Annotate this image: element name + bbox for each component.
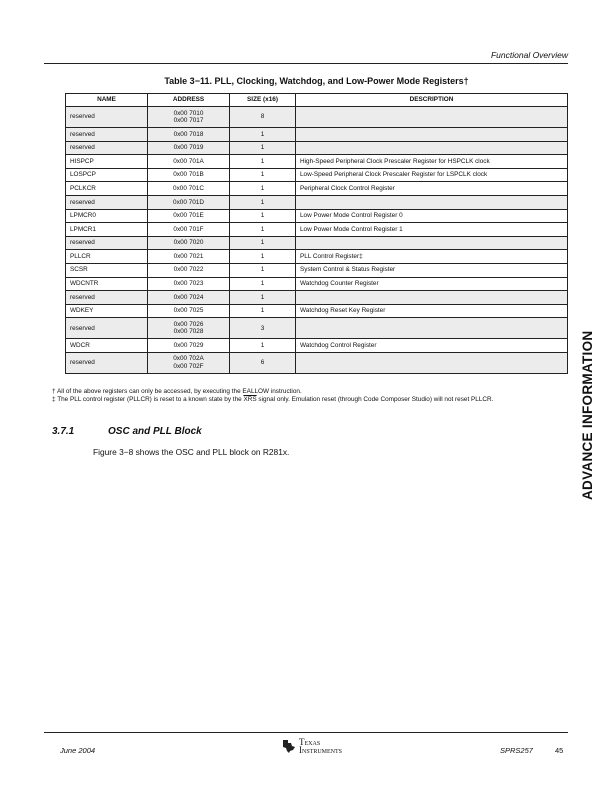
cell-address	[148, 155, 230, 169]
cell-name: SCSR	[66, 263, 148, 277]
page-number: 45	[555, 746, 564, 755]
cell-size: 1	[230, 236, 296, 250]
cell-name: reserved	[66, 318, 148, 339]
texas-state-icon	[282, 739, 296, 753]
address-start: 0x00 701C	[173, 184, 204, 192]
ti-logo	[282, 738, 342, 754]
cell-name: reserved	[66, 107, 148, 128]
address-start: 0x00 701F	[173, 225, 204, 233]
table-row	[66, 339, 568, 353]
cell-size: 1	[230, 155, 296, 169]
cell-name: reserved	[66, 141, 148, 155]
footnote-1: † All of the above registers can only be accessed, by executing the EALLOW instruction.	[52, 388, 302, 395]
address-start: 0x00 701B	[173, 171, 204, 179]
column-header: NAME	[66, 94, 148, 107]
cell-name: reserved	[66, 236, 148, 250]
footnote-2-text-a: ‡ The PLL control register (PLLCR) is reset to a known state by the	[52, 396, 242, 403]
table-row	[66, 195, 568, 209]
cell-size: 1	[230, 168, 296, 182]
cell-desc	[296, 318, 568, 339]
running-header: Functional Overview	[490, 50, 568, 60]
cell-size: 1	[230, 339, 296, 353]
address-start: 0x00 7018	[173, 130, 204, 138]
cell-desc	[296, 236, 568, 250]
section-heading	[52, 426, 202, 437]
table-row	[66, 209, 568, 223]
cell-address	[148, 250, 230, 264]
cell-address	[148, 277, 230, 291]
cell-address	[148, 209, 230, 223]
register-table	[65, 93, 568, 374]
cell-desc: Peripheral Clock Control Register	[296, 182, 568, 196]
side-label: ADVANCE INFORMATION	[580, 330, 595, 500]
footnote-2-text-b: signal only. Emulation reset (through Code Composer Studio) will not reset PLLCR.	[258, 396, 494, 403]
table-row	[66, 182, 568, 196]
cell-name: WDCR	[66, 339, 148, 353]
address-start: 0x00 7021	[173, 252, 204, 260]
cell-address	[148, 236, 230, 250]
section-body: Figure 3−8 shows the OSC and PLL block on R281x.	[93, 447, 290, 457]
cell-name: WDKEY	[66, 304, 148, 318]
address-start: 0x00 701E	[173, 212, 204, 220]
cell-desc: Low Power Mode Control Register 1	[296, 223, 568, 237]
cell-desc: Watchdog Control Register	[296, 339, 568, 353]
cell-desc	[296, 352, 568, 373]
table-row	[66, 352, 568, 373]
table-row	[66, 168, 568, 182]
table-row	[66, 236, 568, 250]
cell-size: 1	[230, 277, 296, 291]
address-start: 0x00 7024	[173, 293, 204, 301]
cell-address	[148, 304, 230, 318]
table-row	[66, 250, 568, 264]
cell-address	[148, 263, 230, 277]
cell-size: 1	[230, 128, 296, 142]
column-header: ADDRESS	[148, 94, 230, 107]
cell-address	[148, 182, 230, 196]
cell-desc: Low-Speed Peripheral Clock Prescaler Register for LSPCLK clock	[296, 168, 568, 182]
cell-size: 1	[230, 304, 296, 318]
cell-size: 1	[230, 250, 296, 264]
address-start: 0x00 7025	[173, 307, 204, 315]
cell-desc: Watchdog Counter Register	[296, 277, 568, 291]
cell-name: reserved	[66, 291, 148, 305]
cell-desc: High-Speed Peripheral Clock Prescaler Register for HSPCLK clock	[296, 155, 568, 169]
cell-address	[148, 318, 230, 339]
cell-desc: Low Power Mode Control Register 0	[296, 209, 568, 223]
cell-size: 1	[230, 209, 296, 223]
cell-address	[148, 339, 230, 353]
section-number: 3.7.1	[52, 426, 75, 437]
cell-desc	[296, 107, 568, 128]
cell-size: 1	[230, 223, 296, 237]
table-row	[66, 291, 568, 305]
cell-size: 1	[230, 263, 296, 277]
section-title: OSC and PLL Block	[108, 426, 202, 437]
logo-line-1: Texas	[299, 737, 321, 747]
cell-size: 8	[230, 107, 296, 128]
address-start: 0x00 702A	[173, 355, 204, 363]
cell-address	[148, 223, 230, 237]
cell-desc	[296, 291, 568, 305]
cell-name: LOSPCP	[66, 168, 148, 182]
cell-name: reserved	[66, 352, 148, 373]
cell-name: PCLKCR	[66, 182, 148, 196]
cell-address	[148, 107, 230, 128]
footer-date: June 2004	[60, 746, 96, 755]
table-row	[66, 304, 568, 318]
cell-address	[148, 141, 230, 155]
cell-size: 1	[230, 141, 296, 155]
address-start: 0x00 701D	[173, 198, 204, 206]
table-title: Table 3−11. PLL, Clocking, Watchdog, and Low-Power Mode Registers†	[164, 76, 469, 86]
logo-line-2: Instruments	[299, 745, 343, 755]
cell-name: WDCNTR	[66, 277, 148, 291]
cell-size: 1	[230, 291, 296, 305]
table-row	[66, 107, 568, 128]
address-start: 0x00 7022	[173, 266, 204, 274]
address-start: 0x00 701A	[173, 157, 204, 165]
column-header: DESCRIPTION	[296, 94, 568, 107]
footer-rule	[44, 732, 568, 733]
address-start: 0x00 7029	[173, 341, 204, 349]
cell-desc	[296, 195, 568, 209]
xrs-signal: $\overline{XRS}$	[243, 396, 257, 403]
doc-id: SPRS257	[500, 746, 533, 755]
table-row	[66, 141, 568, 155]
cell-size: 3	[230, 318, 296, 339]
table-row	[66, 263, 568, 277]
cell-desc: System Control & Status Register	[296, 263, 568, 277]
table-row	[66, 318, 568, 339]
cell-address	[148, 128, 230, 142]
cell-name: HISPCP	[66, 155, 148, 169]
address-start: 0x00 7020	[173, 239, 204, 247]
cell-desc	[296, 141, 568, 155]
cell-name: reserved	[66, 195, 148, 209]
cell-size: 1	[230, 195, 296, 209]
header-rule	[44, 63, 568, 64]
cell-address	[148, 195, 230, 209]
cell-name: LPMCR1	[66, 223, 148, 237]
table-row	[66, 277, 568, 291]
address-start: 0x00 7023	[173, 280, 204, 288]
address-start: 0x00 7026	[173, 320, 204, 328]
table-row	[66, 223, 568, 237]
cell-desc: Watchdog Reset Key Register	[296, 304, 568, 318]
cell-address	[148, 168, 230, 182]
cell-size: 6	[230, 352, 296, 373]
address-start: 0x00 7019	[173, 144, 204, 152]
cell-address	[148, 291, 230, 305]
cell-desc: PLL Control Register‡	[296, 250, 568, 264]
table-row	[66, 155, 568, 169]
cell-desc	[296, 128, 568, 142]
cell-name: PLLCR	[66, 250, 148, 264]
address-end: 0x00 7017	[173, 117, 204, 124]
column-header: SIZE (x16)	[230, 94, 296, 107]
address-start: 0x00 7010	[173, 109, 204, 117]
cell-size: 1	[230, 182, 296, 196]
cell-address	[148, 352, 230, 373]
address-end: 0x00 702F	[173, 362, 204, 370]
cell-name: LPMCR0	[66, 209, 148, 223]
table-row	[66, 128, 568, 142]
address-end: 0x00 7028	[173, 328, 204, 336]
cell-name: reserved	[66, 128, 148, 142]
footnote-2	[52, 396, 572, 404]
